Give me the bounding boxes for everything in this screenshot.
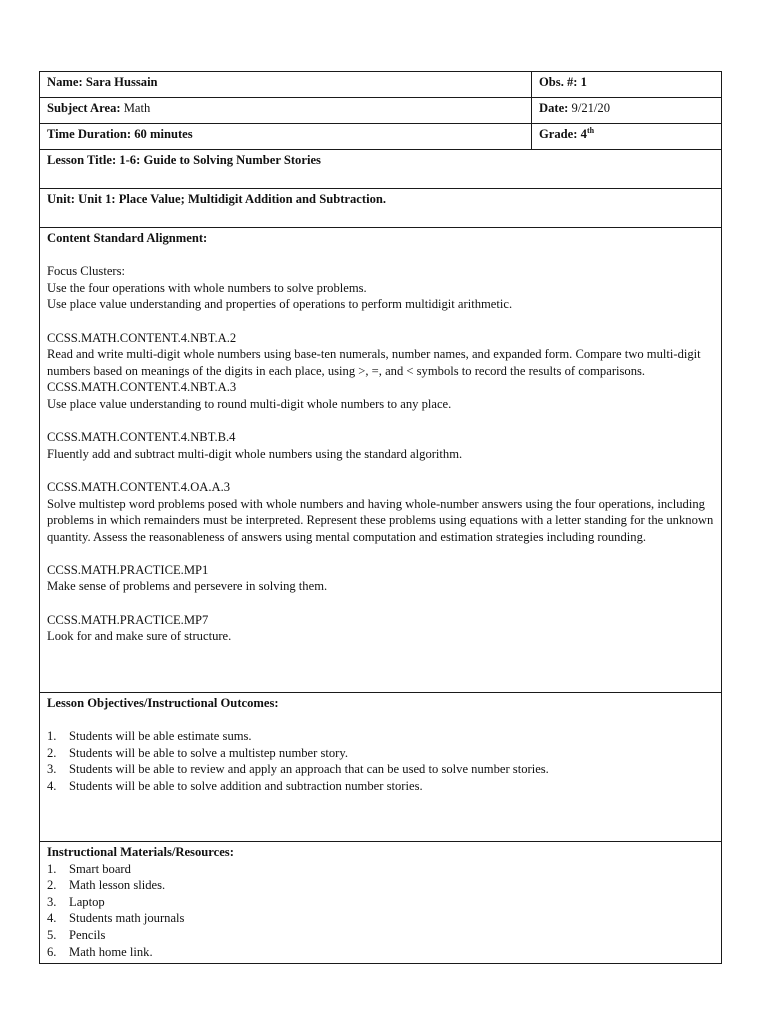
list-number: 4. [47,778,57,793]
row-lesson-title [40,150,722,189]
list-text: Students will be able to review and apply an approach that can be used to solve number stories. [69,762,549,777]
standard-code: CCSS.MATH.CONTENT.4.NBT.B.4 [47,430,236,445]
objectives-list [47,728,714,794]
standard-text: Read and write multi-digit whole numbers using base-ten numerals, number names, and expanded form. Compare two multi-digit numbers based on meanings of the digits in each place, using >, =, and < symbols to record the results of comparisons. [47,347,701,378]
date-value: 9/21/20 [571,101,611,115]
standard-text: Make sense of problems and persevere in solving them. [47,579,328,594]
name-cell [40,72,532,98]
list-text: Pencils [69,927,106,942]
list-text: Students will be able estimate sums. [69,729,252,744]
row-objectives [40,693,722,842]
standard-text: Look for and make sure of structure. [47,629,232,644]
list-number: 1. [47,729,57,744]
row-name [40,72,722,98]
row-unit [40,189,722,228]
lesson-plan-table [39,71,722,964]
focus-cluster-2: Use place value understanding and properties of operations to perform multidigit arithmetic. [47,297,513,312]
standard-code: CCSS.MATH.PRACTICE.MP7 [47,612,209,627]
grade-value: 4 [580,127,587,141]
row-standards [40,228,722,693]
list-number: 3. [47,762,57,777]
date-cell [532,98,722,124]
list-text: Smart board [69,861,131,876]
materials-heading: Instructional Materials/Resources: [47,845,234,859]
objectives-heading: Lesson Objectives/Instructional Outcomes: [47,696,279,710]
standard-text: Use place value understanding to round multi-digit whole numbers to any place. [47,396,452,411]
materials-list [47,861,714,961]
grade-cell [532,124,722,150]
list-item [47,877,714,894]
list-text: Students will be able to solve addition and subtraction number stories. [69,778,423,793]
list-item [47,761,714,778]
list-number: 2. [47,878,57,893]
list-item [47,745,714,762]
list-item [47,778,714,795]
list-item [47,861,714,878]
date-label: Date: [539,101,569,115]
list-number: 6. [47,944,57,959]
grade-suffix: th [586,125,595,135]
list-item [47,927,714,944]
standard-code: CCSS.MATH.CONTENT.4.NBT.A.2 [47,330,237,345]
name-label: Name: [47,75,83,89]
list-number: 4. [47,911,57,926]
list-text: Math home link. [69,944,153,959]
row-time [40,124,722,150]
unit-title: Unit: Unit 1: Place Value; Multidigit Addition and Subtraction. [47,192,387,206]
list-item [47,894,714,911]
unit-cell [40,189,722,228]
list-number: 2. [47,745,57,760]
time-label: Time Duration: 60 minutes [47,127,193,141]
obs-label: Obs. #: [539,75,578,89]
row-subject [40,98,722,124]
objectives-cell [40,693,722,842]
standard-text: Solve multistep word problems posed with whole numbers and having whole-number answers using the four operations, including problems in which remainders must be interpreted. Represent these problems using equations with a letter standing for the unknown quantity. Assess the reasonableness of answers using mental computation and estimation strategies including rounding. [47,496,714,544]
list-item [47,910,714,927]
focus-heading: Focus Clusters: [47,264,126,279]
list-number: 5. [47,927,57,942]
name-value: Sara Hussain [85,75,158,89]
subject-value: Math [123,101,151,115]
standards-heading: Content Standard Alignment: [47,231,208,245]
subject-label: Subject Area: [47,101,121,115]
row-materials [40,842,722,964]
list-text: Students will be able to solve a multistep number story. [69,745,349,760]
grade-label: Grade: [539,127,578,141]
standard-code: CCSS.MATH.PRACTICE.MP1 [47,562,209,577]
list-item [47,944,714,961]
list-text: Students math journals [69,911,185,926]
subject-cell [40,98,532,124]
list-number: 3. [47,894,57,909]
standards-cell [40,228,722,693]
list-text: Math lesson slides. [69,878,166,893]
standard-code: CCSS.MATH.CONTENT.4.OA.A.3 [47,479,231,494]
time-cell [40,124,532,150]
list-number: 1. [47,861,57,876]
standard-code: CCSS.MATH.CONTENT.4.NBT.A.3 [47,380,237,395]
list-item [47,728,714,745]
materials-cell [40,842,722,964]
obs-value: 1 [580,75,587,89]
lesson-title: Lesson Title: 1-6: Guide to Solving Number Stories [47,153,321,167]
focus-cluster-1: Use the four operations with whole numbers to solve problems. [47,280,367,295]
obs-cell [532,72,722,98]
list-text: Laptop [69,894,105,909]
standard-text: Fluently add and subtract multi-digit whole numbers using the standard algorithm. [47,446,463,461]
lesson-title-cell [40,150,722,189]
